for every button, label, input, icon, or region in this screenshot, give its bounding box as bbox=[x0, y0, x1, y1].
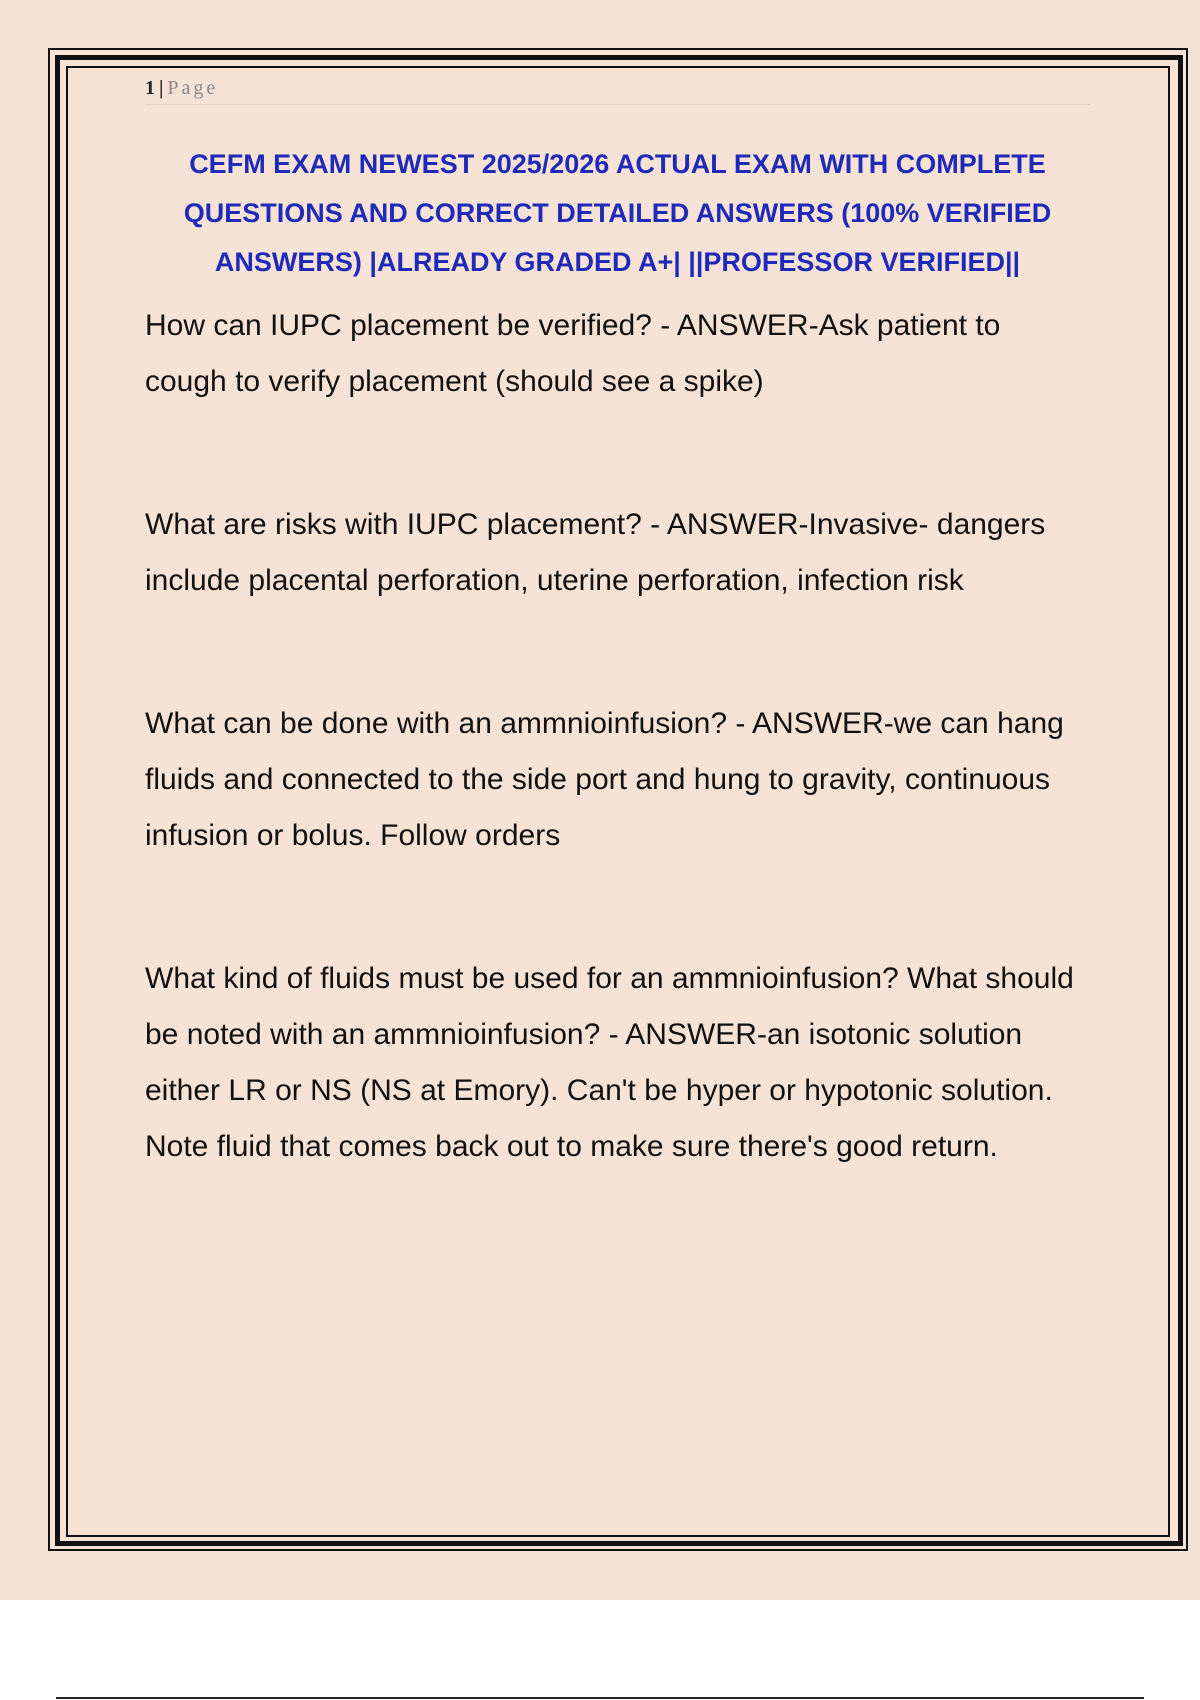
page-header bbox=[145, 76, 1090, 105]
page-number: 1 bbox=[145, 77, 155, 99]
qa-list bbox=[145, 298, 1090, 1262]
page-separator: | bbox=[159, 77, 164, 99]
qa-item-iupc-verification: How can IUPC placement be verified? - ANSWER-Ask patient to cough to verify placement (should see a spike) bbox=[145, 309, 1001, 398]
page-label: Page bbox=[167, 77, 219, 99]
qa-item-ammnioinfusion-procedure: What can be done with an ammnioinfusion? - ANSWER-we can hang fluids and connected to the side port and hung to gravity, continuous infusion or bolus. Follow orders bbox=[145, 707, 1064, 852]
qa-item-iupc-risks: What are risks with IUPC placement? - ANSWER-Invasive- dangers include placental perforation, uterine perforation, infection risk bbox=[145, 508, 1046, 597]
footer-divider bbox=[56, 1697, 1144, 1699]
qa-item-ammnioinfusion-fluids: What kind of fluids must be used for an ammnioinfusion? What should be noted with an ammnioinfusion? - ANSWER-an isotonic solution either LR or NS (NS at Emory). Can't be hyper or hypotonic solution. Note fluid that comes back out to make sure there's good return. bbox=[145, 962, 1074, 1163]
document-title: CEFM EXAM NEWEST 2025/2026 ACTUAL EXAM WITH COMPLETE QUESTIONS AND CORRECT DETAILED ANSWERS (100% VERIFIED ANSWERS) |ALREADY GRADED A+| ||PROFESSOR VERIFIED|| bbox=[183, 149, 1052, 277]
